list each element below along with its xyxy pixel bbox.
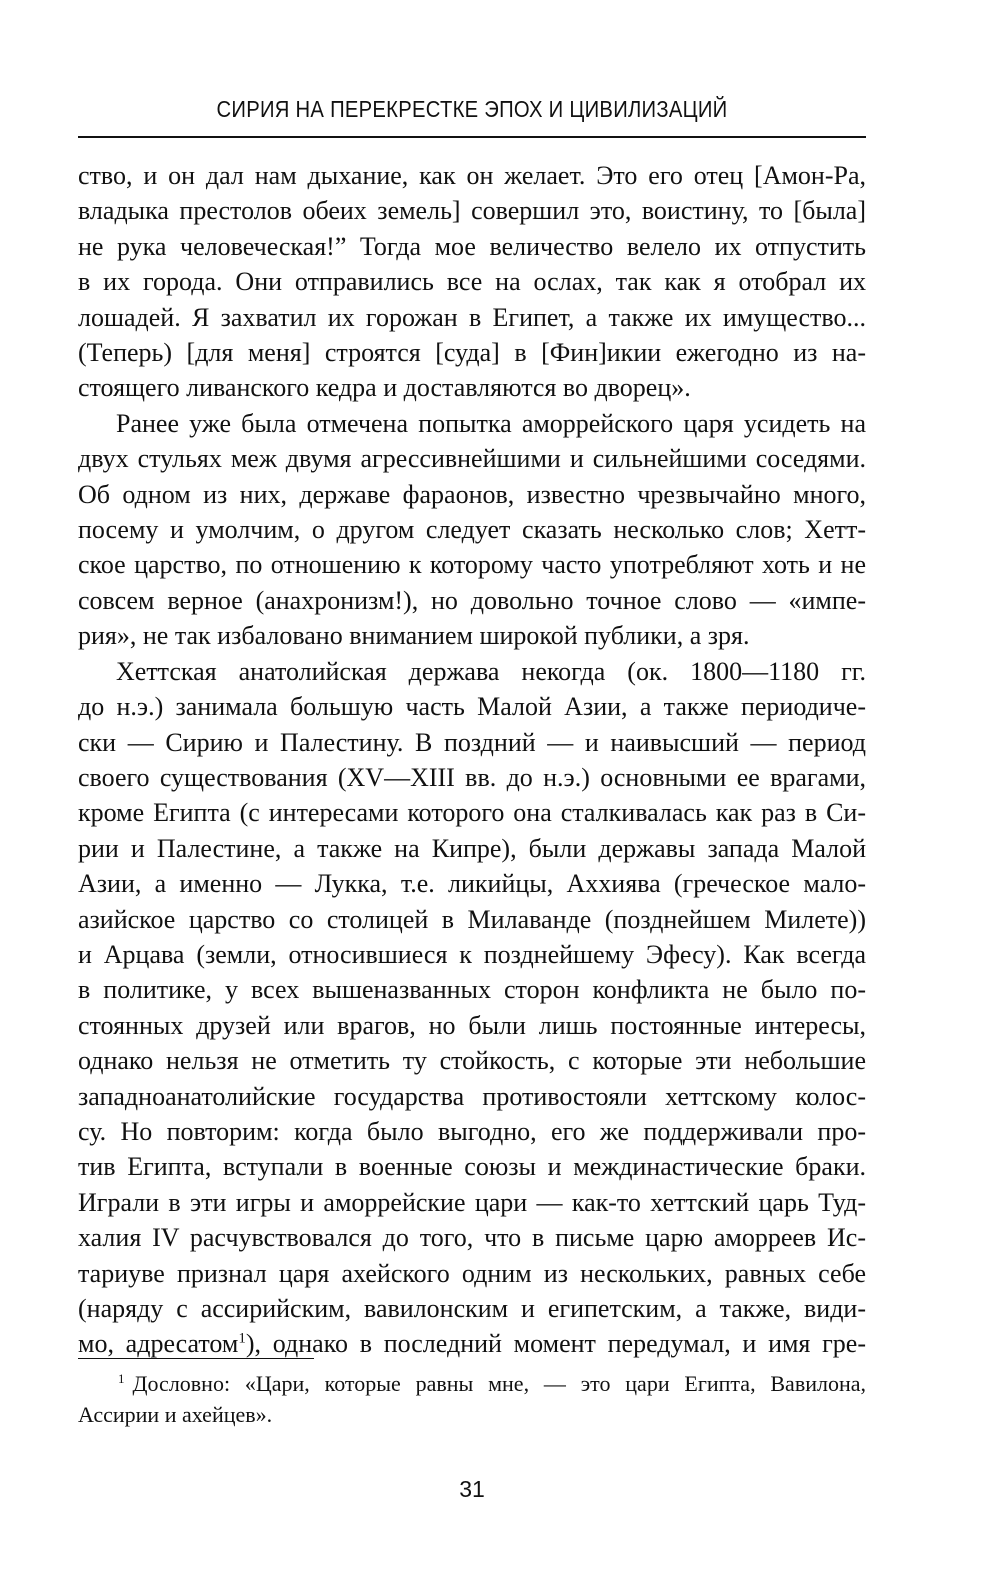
- text-line: совсем верное (анахронизм!), но довольно точное слово — «импе-: [78, 585, 866, 615]
- text-fragment: мо, адресатом: [78, 1329, 239, 1359]
- text-line: ски — Сирию и Палестину. В поздний — и наивысший — период: [78, 727, 866, 757]
- text-line: до н.э.) занимала большую часть Малой Азии, а также периодиче-: [78, 692, 866, 722]
- text-line: и Арцава (земли, относившиеся к позднейшему Эфесу). Как всегда: [78, 939, 866, 969]
- text-line: посему и умолчим, о другом следует сказать несколько слов; Хетт-: [78, 515, 866, 545]
- text-line: в их города. Они отправились все на ослах, так как я отобрал их: [78, 267, 866, 297]
- text-line: западноанатолийские государства противостояли хеттскому колос-: [78, 1081, 866, 1111]
- text-line: стоящего ливанского кедра и доставляются во дворец».: [78, 373, 691, 403]
- text-line: (наряду с ассирийским, вавилонским и египетским, а также, види-: [78, 1294, 866, 1323]
- text-line: кроме Египта (с интересами которого она сталкивалась как раз в Си-: [78, 798, 866, 828]
- text-line: Азии, а именно — Лукка, т.е. ликийцы, Аххиява (греческое мало-: [78, 869, 866, 899]
- header-rule: [78, 136, 866, 138]
- text-line: Ранее уже была отмечена попытка аморрейского царя усидеть на: [116, 408, 866, 438]
- running-head: СИРИЯ НА ПЕРЕКРЕСТКЕ ЭПОХ И ЦИВИЛИЗАЦИЙ: [216, 96, 728, 122]
- text-line: (Теперь) [для меня] строятся [суда] в [Фин]икии ежегодно из на-: [78, 338, 866, 368]
- text-line: Играли в эти игры и аморрейские цари — как-то хеттский царь Туд-: [78, 1187, 866, 1217]
- footnote-ref[interactable]: 1: [238, 1330, 246, 1347]
- main-text: [78, 158, 866, 1362]
- footnote-line: [78, 1368, 866, 1399]
- text-line: двух стульях меж двумя агрессивнейшими и сильнейшими соседями.: [78, 444, 866, 474]
- text-line: ское царство, по отношению к которому часто употребляют хоть и не: [78, 550, 866, 580]
- footnote-text: Дословно: «Цари, которые равны мне, — это цари Египта, Вавилона,: [132, 1371, 866, 1396]
- text-line: рия», не так избаловано вниманием широкой публики, а зря.: [78, 621, 750, 651]
- footnote-line: Ассирии и ахейцев».: [78, 1402, 273, 1427]
- text-line: своего существования (XV—XIII вв. до н.э.) основными ее врагами,: [78, 762, 866, 792]
- text-fragment: ), однако в последний момент передумал, и имя гре-: [245, 1329, 866, 1359]
- paragraph-1: [78, 158, 866, 406]
- text-line: рии и Палестине, а также на Кипре), были державы запада Малой: [78, 833, 866, 863]
- page-number: 31: [459, 1476, 485, 1502]
- footnote-rule: [78, 1358, 314, 1359]
- text-line: в политике, у всех вышеназванных сторон конфликта не было по-: [78, 975, 866, 1005]
- text-line: Хеттская анатолийская держава некогда (ок. 1800—1180 гг.: [116, 656, 866, 686]
- footnote: [78, 1368, 866, 1430]
- text-line: су. Но повторим: когда было выгодно, его же поддерживали про-: [78, 1116, 866, 1146]
- text-line: халия IV расчувствовался до того, что в письме царю аморреев Ис-: [78, 1223, 866, 1253]
- text-line: тариуве признал царя ахейского одним из нескольких, равных себе: [78, 1258, 866, 1288]
- text-line: стоянных друзей или врагов, но были лишь постоянные интересы,: [78, 1010, 866, 1040]
- footnote-mark: 1: [118, 1370, 125, 1386]
- text-line: ство, и он дал нам дыхание, как он желает. Это его отец [Амон-Ра,: [78, 161, 866, 190]
- text-line: не рука человеческая!” Тогда мое величество велело их отпустить: [78, 231, 866, 261]
- text-line: владыка престолов обеих земель] совершил это, воистину, то [была]: [78, 196, 866, 226]
- text-line-with-footnote-ref: [78, 1326, 866, 1361]
- paragraph-2: [78, 406, 866, 654]
- paragraph-3: [78, 654, 866, 1362]
- text-line: тив Египта, вступали в военные союзы и междинастические браки.: [78, 1152, 866, 1182]
- text-line: однако нельзя не отметить ту стойкость, с которые эти небольшие: [78, 1046, 866, 1076]
- text-line: азийское царство со столицей в Милаванде (позднейшем Милете)): [78, 904, 866, 934]
- text-line: Об одном из них, державе фараонов, известно чрезвычайно много,: [78, 479, 866, 509]
- text-line: лошадей. Я захватил их горожан в Египет, а также их имущество...: [78, 302, 866, 332]
